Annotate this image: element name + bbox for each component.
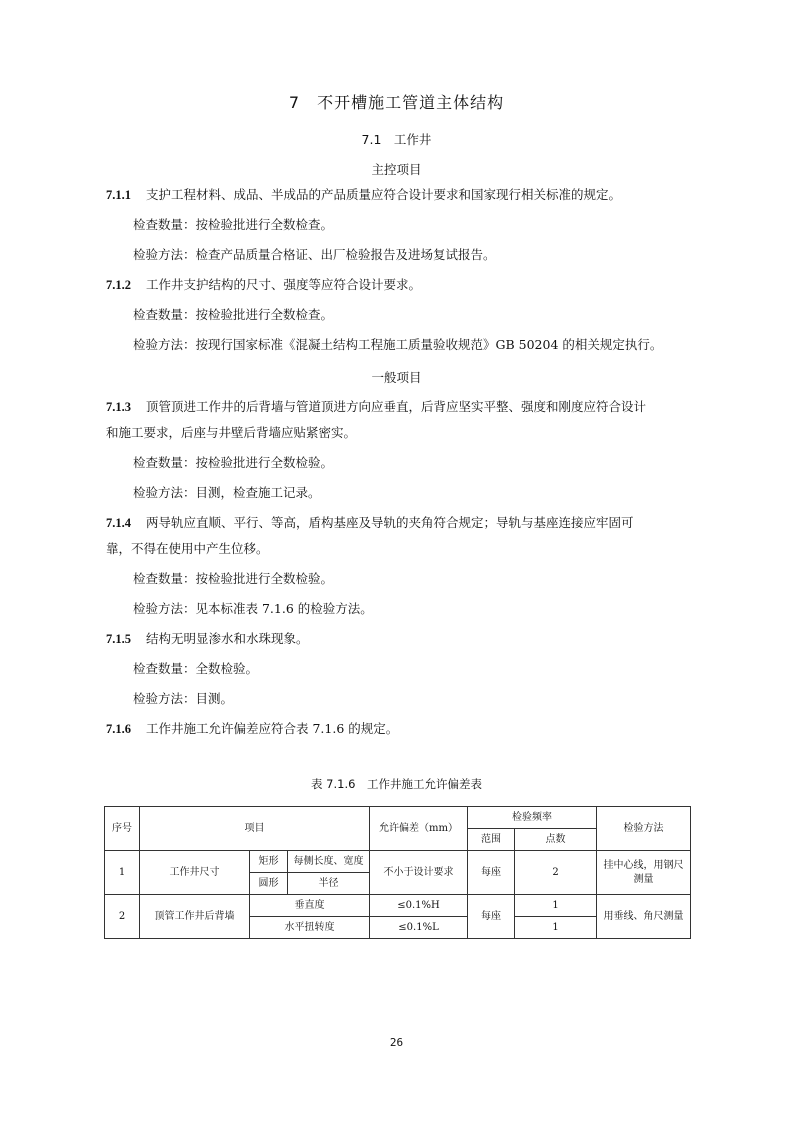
row1-sub1: 矩形: [250, 851, 288, 873]
chapter-title: 7 不开槽施工管道主体结构: [288, 93, 505, 112]
row2-sub2-tol: ≤0.1%L: [370, 917, 468, 939]
header-frequency: 检验频率: [468, 807, 597, 829]
clause-7-1-4: 7.1.4 两导轨应直顺、平行、等高，盾构基座及导轨的夹角符合规定；导轨与基座连接应牢固可: [106, 515, 634, 530]
clause-text: 和施工要求，后座与井壁后背墙应贴紧密实。: [106, 425, 357, 440]
row2-sub1-tol: ≤0.1%H: [370, 895, 468, 917]
clause-text: 检验方法：按现行国家标准《混凝土结构工程施工质量验收规范》GB 50204 的相关规定执行。: [133, 337, 663, 352]
header-no: 序号: [105, 807, 140, 851]
row2-points1: 1: [515, 895, 597, 917]
header-tolerance: 允许偏差（mm）: [370, 807, 468, 851]
row2-range: 每座: [468, 895, 515, 939]
row1-range: 每座: [468, 851, 515, 895]
clause-7-1-1: 7.1.1 支护工程材料、成品、半成品的产品质量应符合设计要求和国家现行相关标准的规定。: [106, 187, 622, 202]
general-items-title: 一般项目: [371, 370, 422, 385]
clause-text: 检查数量：按检验批进行全数检验。: [133, 455, 334, 470]
clause-text: 靠，不得在使用中产生位移。: [106, 541, 269, 556]
row1-no: 1: [105, 851, 140, 895]
main-items-title: 主控项目: [371, 162, 422, 177]
row2-sub2: 水平扭转度: [250, 917, 370, 939]
clause-7-1-2: 7.1.2 工作井支护结构的尺寸、强度等应符合设计要求。: [106, 277, 422, 292]
row2-sub1: 垂直度: [250, 895, 370, 917]
clause-7-1-3: 7.1.3 顶管顶进工作井的后背墙与管道顶进方向应垂直，后背应坚实平整、强度和刚度应符合设计: [106, 399, 647, 414]
row2-method: 用垂线、角尺测量: [597, 895, 691, 939]
section-title: 7.1 工作井: [361, 132, 432, 147]
clause-text: 检验方法：目测。: [133, 691, 234, 706]
clause-text: 检查数量：按检验批进行全数检查。: [133, 307, 334, 322]
clause-text: 检查数量：全数检验。: [133, 661, 259, 676]
row1-sub2-detail: 半径: [288, 873, 370, 895]
header-points: 点数: [515, 829, 597, 851]
row2-item: 顶管工作井后背墙: [140, 895, 250, 939]
clause-text: 检查数量：按检验批进行全数检验。: [133, 571, 334, 586]
row1-item: 工作井尺寸: [140, 851, 250, 895]
row1-points: 2: [515, 851, 597, 895]
row1-sub2: 圆形: [250, 873, 288, 895]
clause-text: 检验方法：检查产品质量合格证、出厂检验报告及进场复试报告。: [133, 247, 496, 262]
clause-text: 检验方法：目测，检查施工记录。: [133, 485, 321, 500]
header-method: 检验方法: [597, 807, 691, 851]
page-number: 26: [389, 1036, 404, 1049]
clause-text: 检查数量：按检验批进行全数检查。: [133, 217, 334, 232]
row1-sub1-detail: 每侧长度、宽度: [288, 851, 370, 873]
tolerance-table: [104, 806, 691, 939]
table-caption: 表 7.1.6 工作井施工允许偏差表: [311, 777, 482, 791]
header-item: 项目: [140, 807, 370, 851]
row2-no: 2: [105, 895, 140, 939]
clause-text: 检验方法：见本标准表 7.1.6 的检验方法。: [133, 601, 373, 616]
row1-method: 挂中心线，用钢尺测量: [597, 851, 691, 895]
clause-7-1-6: 7.1.6 工作井施工允许偏差应符合表 7.1.6 的规定。: [106, 721, 399, 736]
row2-points2: 1: [515, 917, 597, 939]
row1-tolerance: 不小于设计要求: [370, 851, 468, 895]
header-range: 范围: [468, 829, 515, 851]
clause-7-1-5: 7.1.5 结构无明显渗水和水珠现象。: [106, 631, 309, 646]
